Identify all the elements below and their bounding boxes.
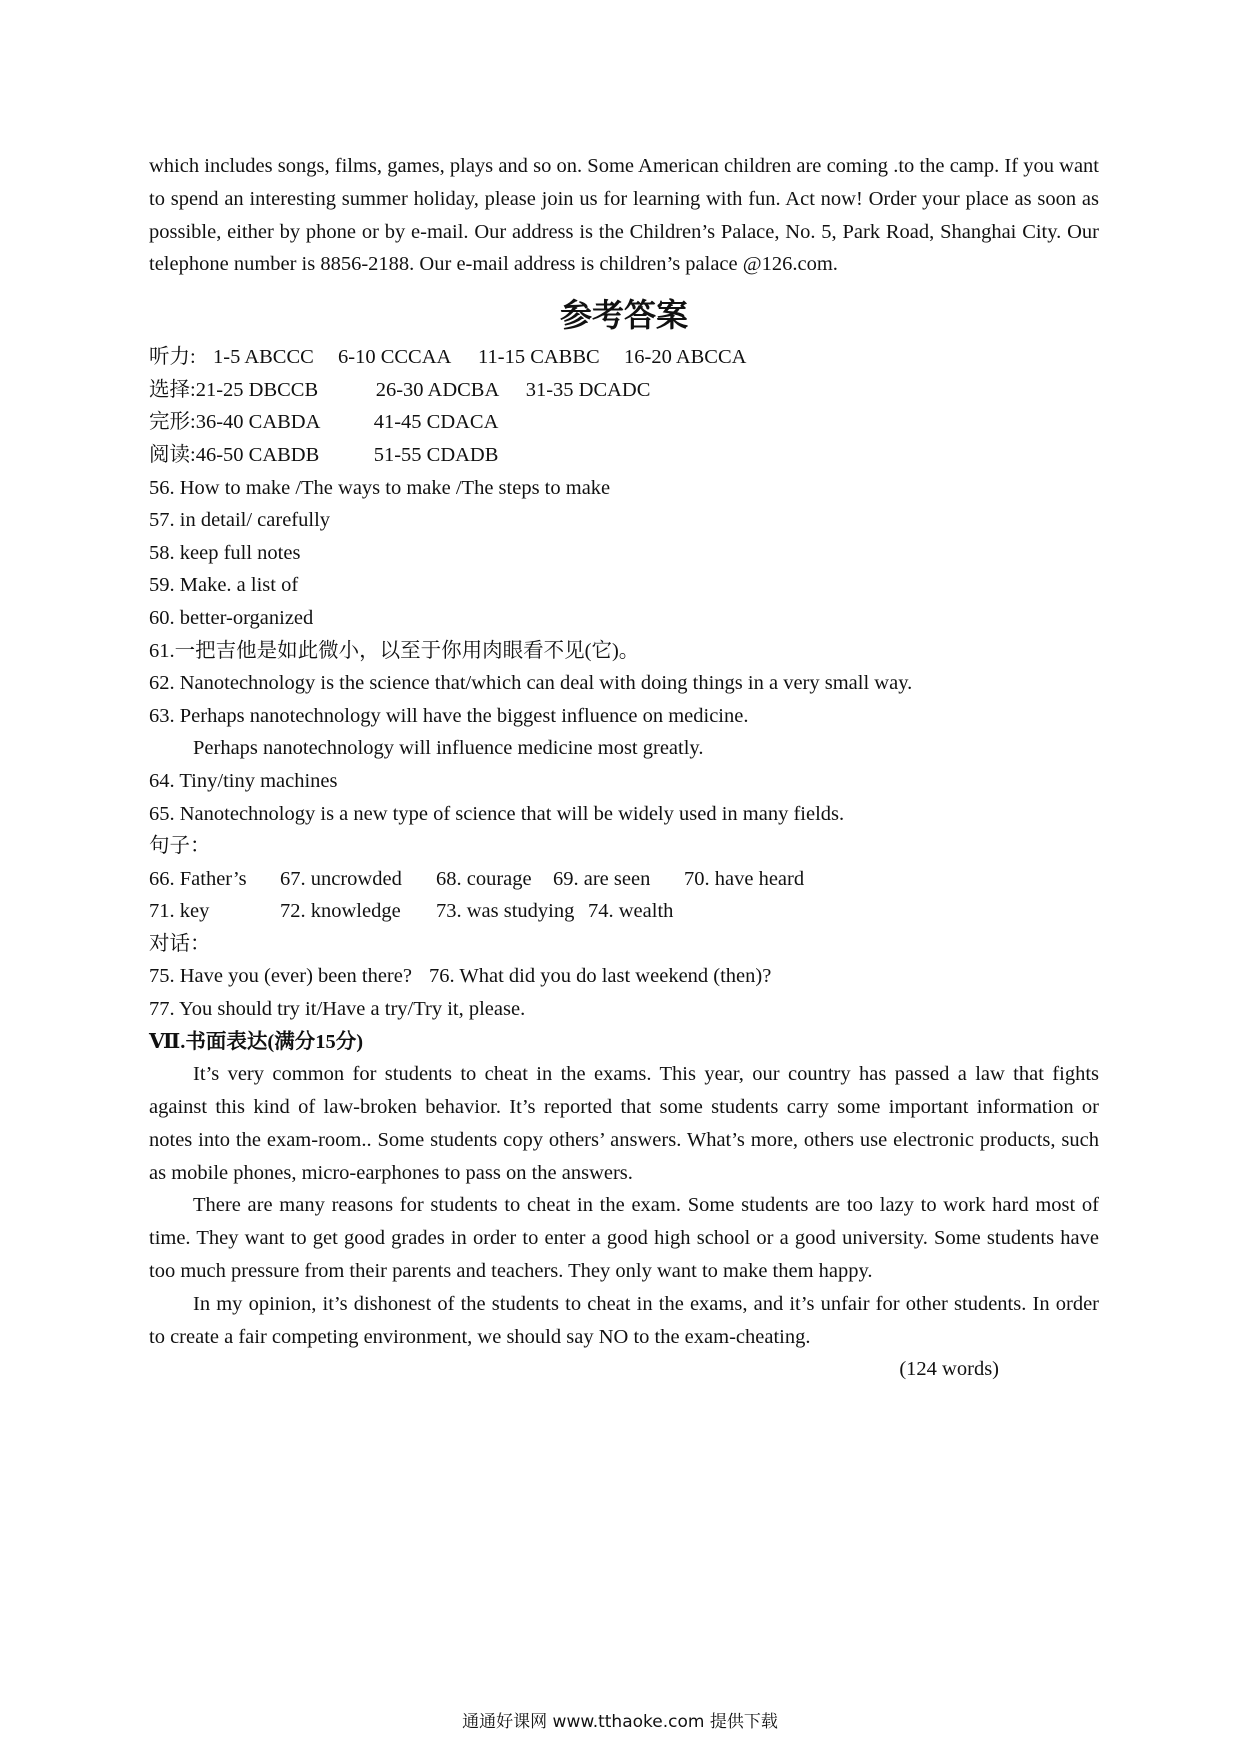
dialog-answer: 77. You should try it/Have a try/Try it, please. — [149, 998, 526, 1021]
mc-row-listening — [149, 341, 1099, 374]
answer-line: 56. How to make /The ways to make /The steps to make — [149, 476, 611, 499]
essay-paragraph: There are many reasons for students to cheat in the exam. Some students are too lazy to work hard most of time. They want to get good grades in order to enter a good high school or a good university. Some students have too much pressure from their parents and teachers. They only want to make them happy. — [149, 1194, 1099, 1283]
intro-paragraph: which includes songs, films, games, plays and so on. Some American children are coming .to the camp. If you want to spend an interesting summer holiday, please join us for learning with fun. Act now! Order your place as soon as possible, either by phone or by e-mail. Our address is the Children’s Palace, No. 5, Park Road, Shanghai City. Our telephone number is 8856-2188. Our e-mail address is children’s palace @126.com. — [149, 155, 1099, 276]
dialog-answer: 75. Have you (ever) been there? — [149, 965, 412, 988]
sentence-answer: 71. key — [149, 900, 210, 923]
answer-line: 60. better-organized — [149, 606, 314, 629]
dialog-answer: 76. What did you do last weekend (then)? — [429, 965, 772, 988]
answer-title: 参考答案 — [559, 296, 688, 335]
mc-group: 6-10 CCCAA — [338, 346, 452, 369]
mc-group: 31-35 DCADC — [525, 378, 651, 401]
sentences-label: 句子： — [149, 835, 211, 858]
sentence-answer: 67. uncrowded — [280, 867, 402, 890]
sentence-answer: 69. are seen — [553, 867, 651, 890]
sentence-answer: 66. Father’s — [149, 867, 247, 890]
answer-line: 57. in detail/ carefully — [149, 509, 331, 532]
page-footer: 通通好课网 www.tthaoke.com 提供下载 — [462, 1712, 778, 1732]
answer-line-alt: Perhaps nanotechnology will influence medicine most greatly. — [193, 737, 704, 760]
answer-line: 62. Nanotechnology is the science that/which can deal with doing things in a very small way. — [149, 672, 913, 695]
essay-paragraph: In my opinion, it’s dishonest of the students to cheat in the exams, and it’s unfair for other students. In order to create a fair competing environment, we should say NO to the exam-cheating. — [149, 1292, 1099, 1348]
answer-line: 61.一把吉他是如此微小，以至于你用肉眼看不见(它)。 — [149, 639, 640, 662]
sentence-answer: 72. knowledge — [280, 900, 401, 923]
mc-label: 听力: — [149, 346, 196, 369]
mc-row-choice — [149, 374, 1099, 407]
answer-line: 64. Tiny/tiny machines — [149, 769, 338, 792]
mc-label: 选择: — [149, 378, 196, 401]
answer-line: 58. keep full notes — [149, 541, 301, 564]
sentence-answer: 74. wealth — [588, 900, 674, 923]
mc-group: 51-55 CDADB — [373, 443, 499, 466]
writing-heading: Ⅶ.书面表达(满分15分) — [149, 1030, 364, 1053]
sentence-answer: 70. have heard — [684, 867, 805, 890]
word-count: (124 words) — [899, 1358, 999, 1381]
sentence-answer: 68. courage — [436, 867, 532, 890]
mc-group: 21-25 DBCCB — [195, 378, 319, 401]
answer-line: 59. Make. a list of — [149, 574, 299, 597]
mc-row-reading — [149, 439, 1099, 472]
answer-line: 63. Perhaps nanotechnology will have the biggest influence on medicine. — [149, 704, 749, 727]
mc-group: 26-30 ADCBA — [375, 378, 500, 401]
sentence-answer: 73. was studying — [436, 900, 575, 923]
sentences-row — [149, 895, 1099, 928]
mc-label: 完形: — [149, 411, 196, 434]
essay-paragraph: It’s very common for students to cheat in the exams. This year, our country has passed a law that fights against this kind of law-broken behavior. It’s reported that some students carry some important information or notes into the exam-room.. Some students copy others’ answers. What’s more, others use electronic products, such as mobile phones, micro-earphones to pass on the answers. — [149, 1063, 1099, 1184]
mc-group: 16-20 ABCCA — [624, 346, 747, 369]
mc-group: 36-40 CABDA — [195, 411, 321, 434]
sentences-row — [149, 863, 1099, 896]
mc-row-cloze — [149, 406, 1099, 439]
mc-group: 1-5 ABCCC — [213, 346, 314, 369]
mc-group: 11-15 CABBC — [478, 346, 600, 369]
dialog-row — [149, 960, 1099, 993]
document-page — [149, 150, 1099, 1386]
dialog-label: 对话： — [149, 932, 211, 955]
answer-line: 65. Nanotechnology is a new type of science that will be widely used in many fields. — [149, 802, 845, 825]
mc-label: 阅读: — [149, 443, 196, 466]
mc-group: 41-45 CDACA — [373, 411, 499, 434]
mc-group: 46-50 CABDB — [195, 443, 320, 466]
